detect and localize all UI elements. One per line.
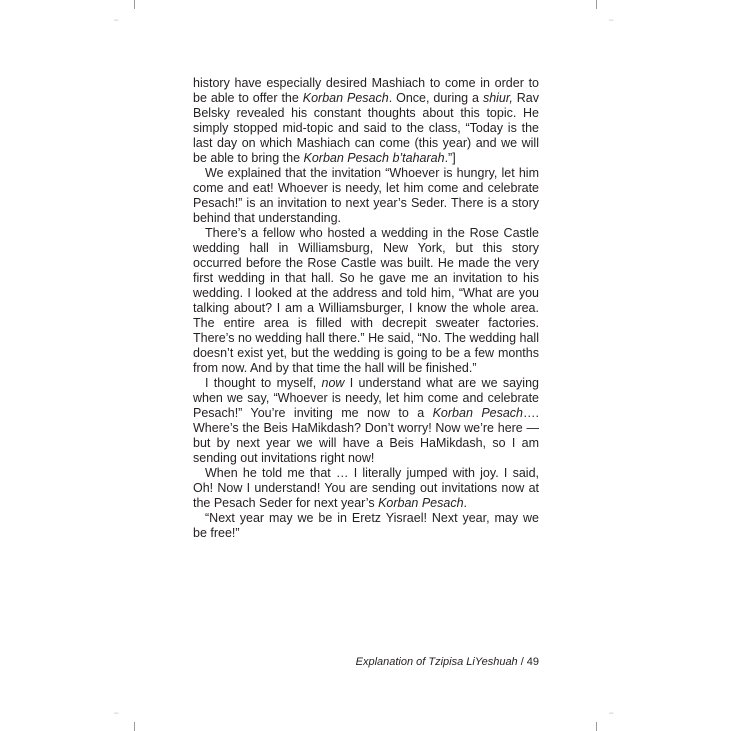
crop-mark-label: xxx — [114, 711, 119, 715]
crop-mark-top-right — [596, 0, 597, 9]
crop-mark-top-left — [134, 0, 135, 9]
paragraph — [193, 376, 539, 466]
crop-mark-bottom-right — [596, 722, 597, 731]
page-number: 49 — [526, 656, 539, 668]
paragraph — [193, 466, 539, 511]
crop-mark-label: xxx — [609, 18, 614, 22]
text-run: We explained that the invitation “Whoever is hungry, let him come and eat! Whoever is needy, let him come and celebrate Pesach!” is an invitation to next year’s Seder. There is a story behind that understanding. — [193, 166, 539, 225]
text-run: I thought to myself, — [205, 376, 322, 390]
text-run: . Once, during a — [388, 91, 483, 105]
italic-term: now — [321, 376, 345, 390]
paragraph — [193, 166, 539, 226]
text-run: There’s a fellow who hosted a wedding in the Rose Castle wedding hall in Williamsburg, New York, but this story occurred before the Rose Castle was built. He made the very first wedding in that hall. So he gave me an invitation to his wedding. I looked at the address and told him, “What are you talking about? I am a Williamsburger, I know the whole area. The entire area is filled with decrepit sweater factories. There’s no wedding hall there.” He said, “No. The wedding hall doesn’t exist yet, but the wedding is going to be a few months from now. And by that time the hall will be finished.” — [193, 226, 539, 375]
text-run: history have especially desired Mashiach to come in order to be able to offer the — [193, 76, 539, 105]
paragraph — [193, 76, 539, 166]
italic-term: Korban Pesach — [432, 406, 524, 420]
italic-term: Korban Pesach — [302, 91, 389, 105]
italic-term: shiur, — [482, 91, 513, 105]
footer-separator: / — [520, 656, 524, 668]
paragraph — [193, 226, 539, 376]
text-run: . — [463, 496, 468, 510]
text-run: .”] — [444, 151, 456, 165]
italic-term: Korban Pesach b’taharah — [303, 151, 445, 165]
running-title: Explanation of Tzipisa LiYeshuah — [355, 656, 518, 668]
text-run: “Next year may we be in Eretz Yisrael! Next year, may we be free!” — [193, 511, 539, 540]
text-run: When he told me that … I literally jumped with joy. I said, Oh! Now I understand! You are sending out invitations now at the Pesach Seder for next year’s — [193, 466, 539, 510]
text-run: …. Where’s the Beis HaMikdash? Don’t worry! Now we’re here — but by next year we will have a Beis HaMikdash, so I am sending out invitations right now! — [193, 406, 539, 465]
crop-mark-bottom-left — [134, 722, 135, 731]
crop-mark-label: xxx — [114, 18, 119, 22]
text-run: I understand what are we saying when we say, “Whoever is needy, let him come and celebrate Pesach!” You’re inviting me now to a — [193, 376, 539, 420]
paragraph — [193, 511, 539, 541]
italic-term: Korban Pesach — [378, 496, 464, 510]
text-run: Rav Belsky revealed his constant thoughts about this topic. He simply stopped mid-topic and said to the class, “Today is the last day on which Mashiach can come (this year) and we will be able to bring the — [193, 91, 539, 165]
body-text — [193, 76, 539, 541]
crop-mark-label: xxx — [609, 711, 614, 715]
page-footer — [193, 656, 539, 669]
